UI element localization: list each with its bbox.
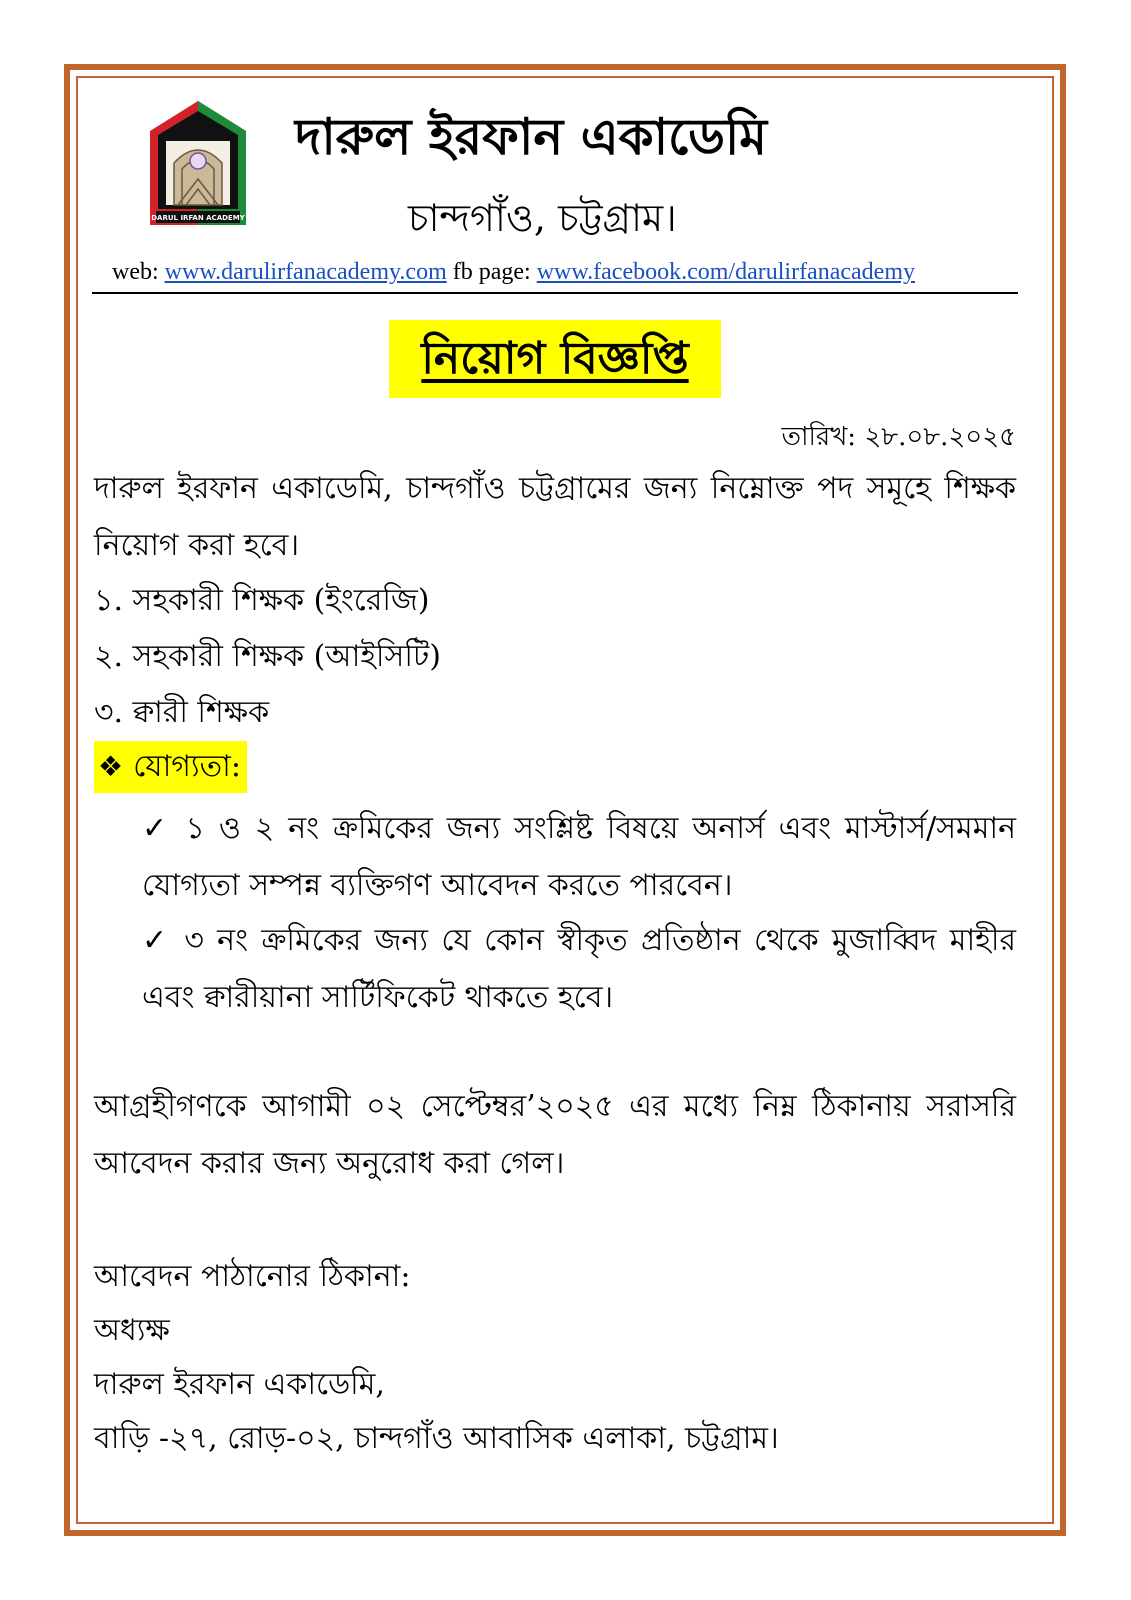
- position-item: ৩. ক্বারী শিক্ষক: [94, 695, 270, 730]
- application-note: আগ্রহীগণকে আগামী ০২ সেপ্টেম্বর’২০২৫ এর মধ্যে নিম্ন ঠিকানায় সরাসরি আবেদন করার জন্য অনুরোধ করা গেল।: [94, 1089, 1016, 1181]
- qualification-heading-text: যোগ্যতা:: [133, 749, 241, 784]
- notice-title: নিয়োগ বিজ্ঞপ্তি: [389, 320, 721, 398]
- qualification-text: ৩ নং ক্রমিকের জন্য যে কোন স্বীকৃত প্রতিষ্ঠান থেকে মুজাব্বিদ মাহীর এবং ক্বারীয়ানা সার্টিফিকেট থাকতে হবে।: [142, 923, 1016, 1015]
- institution-name: দারুল ইরফান একাডেমি: [295, 107, 768, 166]
- address-line: দারুল ইরফান একাডেমি,: [94, 1367, 385, 1402]
- facebook-link[interactable]: www.facebook.com/darulirfanacademy: [536, 259, 915, 285]
- web-label: web:: [112, 259, 159, 285]
- address-heading: আবেদন পাঠানোর ঠিকানা:: [94, 1259, 411, 1294]
- intro-paragraph: দারুল ইরফান একাডেমি, চান্দগাঁও চট্টগ্রামের জন্য নিম্নোক্ত পদ সমূহে শিক্ষক নিয়োগ করা হবে।: [94, 471, 1016, 563]
- qualification-text: ১ ও ২ নং ক্রমিকের জন্য সংশ্লিষ্ট বিষয়ে অনার্স এবং মাস্টার্স/সমমান যোগ্যতা সম্পন্ন ব্যক্তিগণ আবেদন করতে পারবেন।: [142, 811, 1016, 903]
- diamond-bullet-icon: ❖: [98, 750, 124, 783]
- fb-label: fb page:: [452, 259, 531, 285]
- check-icon: ✓: [142, 923, 171, 958]
- header-divider: [92, 292, 1018, 294]
- website-link[interactable]: www.darulirfanacademy.com: [164, 259, 447, 285]
- check-icon: ✓: [142, 811, 172, 846]
- qualification-item: [142, 912, 1016, 1026]
- qualification-heading: [94, 741, 247, 793]
- position-item: ১. সহকারী শিক্ষক (ইংরেজি): [94, 583, 430, 618]
- logo-text: DARUL IRFAN ACADEMY: [151, 214, 245, 222]
- address-line: বাড়ি -২৭, রোড়-০২, চান্দগাঁও আবাসিক এলাকা, চট্টগ্রাম।: [94, 1421, 779, 1456]
- web-links: [112, 256, 1012, 288]
- institution-location: চান্দগাঁও, চট্টগ্রাম।: [408, 196, 677, 240]
- qualification-item: [142, 800, 1016, 914]
- academy-logo: [150, 101, 246, 225]
- position-item: ২. সহকারী শিক্ষক (আইসিটি): [94, 639, 441, 674]
- address-line: অধ্যক্ষ: [94, 1313, 170, 1348]
- notice-date: তারিখ: ২৮.০৮.২০২৫: [781, 422, 1016, 452]
